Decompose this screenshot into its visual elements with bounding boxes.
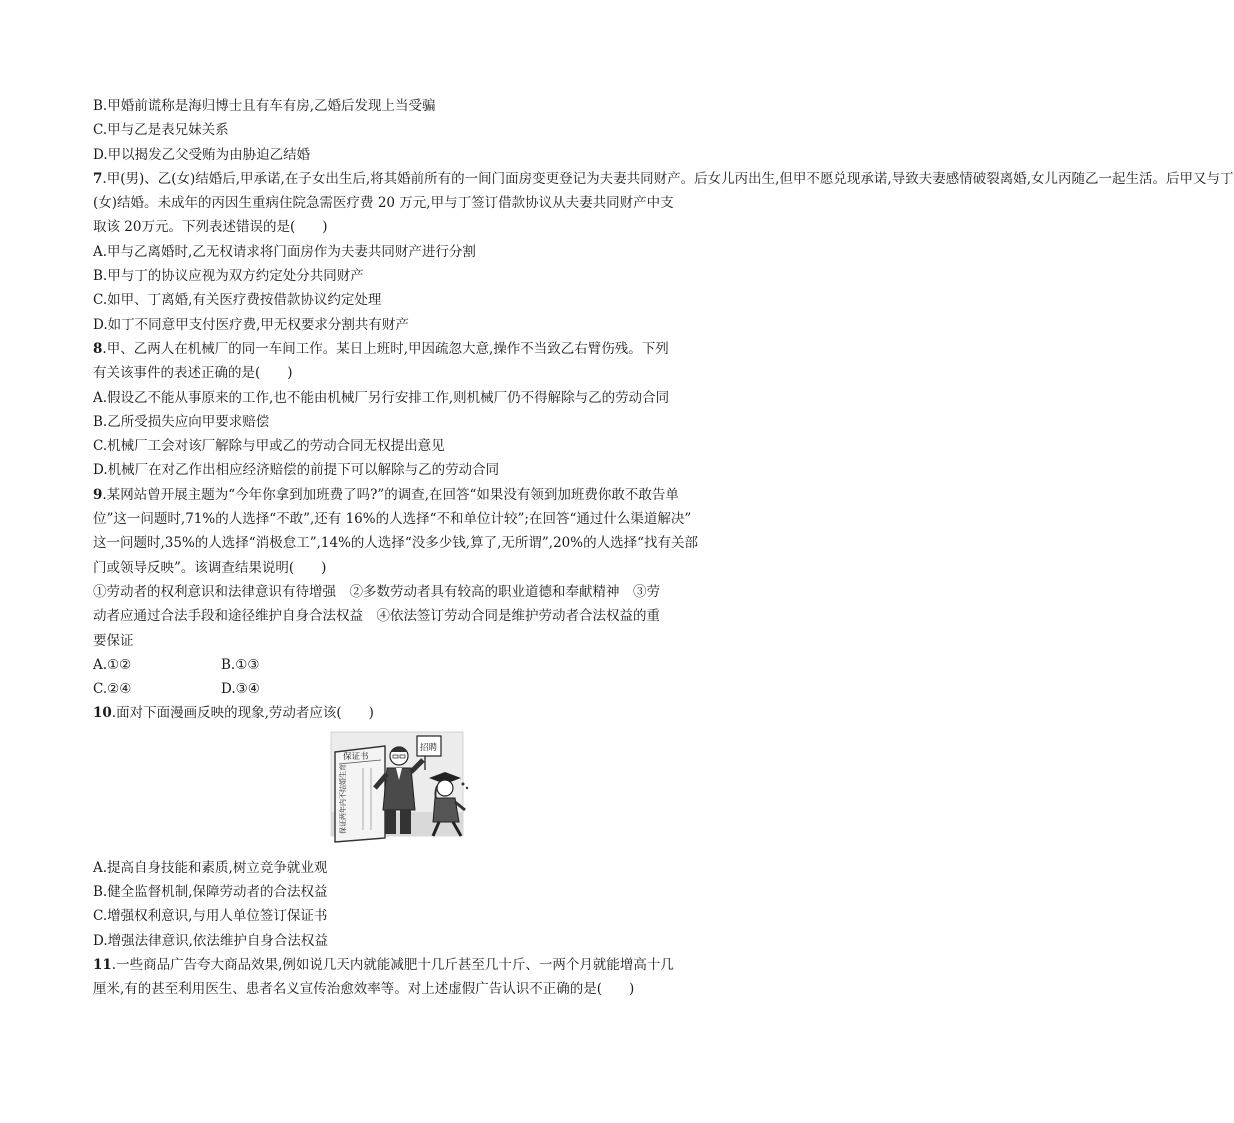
q7-stem-line-3: 取该 20万元。下列表述错误的是( ) (93, 219, 328, 236)
q11-stem-line-2: 厘米,有的甚至利用医生、患者名义宣传治愈效率等。对上述虚假广告认识不正确的是( ) (93, 981, 635, 998)
board-title: 保证书 (343, 751, 369, 762)
q11-number: 11 (93, 956, 112, 973)
q7-stem-line-2: (女)结婚。未成年的丙因生重病住院急需医疗费 20 万元,甲与丁签订借款协议从夫妻共同财产中支 (93, 195, 674, 212)
q11-stem-line-1: 11.一些商品广告夸大商品效果,例如说几天内就能减肥十几斤甚至几十斤、一两个月就能增高十几 (93, 956, 674, 973)
q9-choice-row-2 (93, 677, 703, 701)
q10-option-a: A.提高自身技能和素质,树立竞争就业观 (93, 859, 328, 876)
q7-number: 7 (93, 170, 103, 187)
q10-number: 10 (93, 705, 112, 722)
board-text: 保证两年内不结婚生育 (339, 763, 347, 834)
q9-choice-c: C.②④ (93, 681, 132, 698)
q9-stem-line-4: 门或领导反映”。该调查结果说明( ) (93, 559, 327, 576)
q8-number: 8 (93, 340, 103, 357)
q8-stem-line-2: 有关该事件的表述正确的是( ) (93, 365, 293, 382)
q9-choice-b: B.①③ (221, 656, 260, 673)
q9-number: 9 (93, 486, 103, 503)
q8-option-d: D.机械厂在对乙作出相应经济赔偿的前提下可以解除与乙的劳动合同 (93, 462, 500, 479)
q9-choice-a: A.①② (93, 656, 132, 673)
question-7 (93, 167, 1234, 337)
q6-option-d: D.甲以揭发乙父受贿为由胁迫乙结婚 (93, 146, 311, 163)
q8-option-b: B.乙所受损失应向甲要求赔偿 (93, 413, 270, 430)
q7-option-a: A.甲与乙离婚时,乙无权请求将门面房作为夫妻共同财产进行分割 (93, 243, 476, 260)
q6-option-c: C.甲与乙是表兄妹关系 (93, 122, 229, 139)
q8-option-c: C.机械厂工会对该厂解除与甲或乙的劳动合同无权提出意见 (93, 438, 445, 455)
question-11 (93, 953, 703, 1002)
cartoon-illustration (93, 726, 703, 856)
question-8 (93, 337, 703, 483)
q9-choice-row-1 (93, 653, 703, 677)
cartoon-figure (93, 726, 703, 856)
q9-stem-line-1: 9.某网站曾开展主题为“今年你拿到加班费了吗?”的调查,在回答“如果没有领到加班费你敢不敢告单 (93, 486, 679, 503)
q9-stem-line-3: 这一问题时,35%的人选择“消极怠工”,14%的人选择“没多少钱,算了,无所谓”,20%的人选择“找有关部 (93, 535, 698, 552)
q7-option-d: D.如丁不同意甲支付医疗费,甲无权要求分割共有财产 (93, 316, 409, 333)
q7-option-c: C.如甲、丁离婚,有关医疗费按借款协议约定处理 (93, 292, 382, 309)
q8-stem-line-1: 8.甲、乙两人在机械厂的同一车间工作。某日上班时,甲因疏忽大意,操作不当致乙右臂伤残。下列 (93, 340, 669, 357)
question-10 (93, 701, 703, 952)
q10-option-c: C.增强权利意识,与用人单位签订保证书 (93, 908, 328, 925)
sign-text: 招聘 (420, 742, 438, 753)
guarantee-board (335, 746, 385, 842)
q9-statements-line-1: ①劳动者的权利意识和法律意识有待增强 ②多数劳动者具有较高的职业道德和奉献精神 ③劳 (93, 583, 660, 600)
q9-stem-line-2: 位”这一问题时,71%的人选择“不敢”,还有 16%的人选择“不和单位计较”;在回答“通过什么渠道解决” (93, 511, 692, 528)
q8-option-a: A.假设乙不能从事原来的工作,也不能由机械厂另行安排工作,则机械厂仍不得解除与乙的劳动合同 (93, 389, 670, 406)
question-9 (93, 483, 703, 702)
q10-option-b: B.健全监督机制,保障劳动者的合法权益 (93, 884, 328, 901)
q9-statements-line-3: 要保证 (93, 632, 134, 649)
content-body (93, 94, 1234, 1002)
q9-choice-d: D.③④ (221, 681, 260, 698)
q7-option-b: B.甲与丁的协议应视为双方约定处分共同财产 (93, 268, 364, 285)
q7-stem-line-1: 7.甲(男)、乙(女)结婚后,甲承诺,在子女出生后,将其婚前所有的一间门面房变更登记为夫妻共同财产。后女儿丙出生,但甲不愿兑现承诺,导致夫妻感情破裂离婚,女儿丙随乙一起生活。后甲又与丁 (93, 170, 1234, 187)
q10-stem: 10.面对下面漫画反映的现象,劳动者应该( ) (93, 705, 374, 722)
q6-option-b: B.甲婚前谎称是海归博士且有车有房,乙婚后发现上当受骗 (93, 98, 436, 114)
q9-statements-line-2: 动者应通过合法手段和途径维护自身合法权益 ④依法签订劳动合同是维护劳动者合法权益的重 (93, 608, 660, 625)
q10-option-d: D.增强法律意识,依法维护自身合法权益 (93, 932, 328, 949)
